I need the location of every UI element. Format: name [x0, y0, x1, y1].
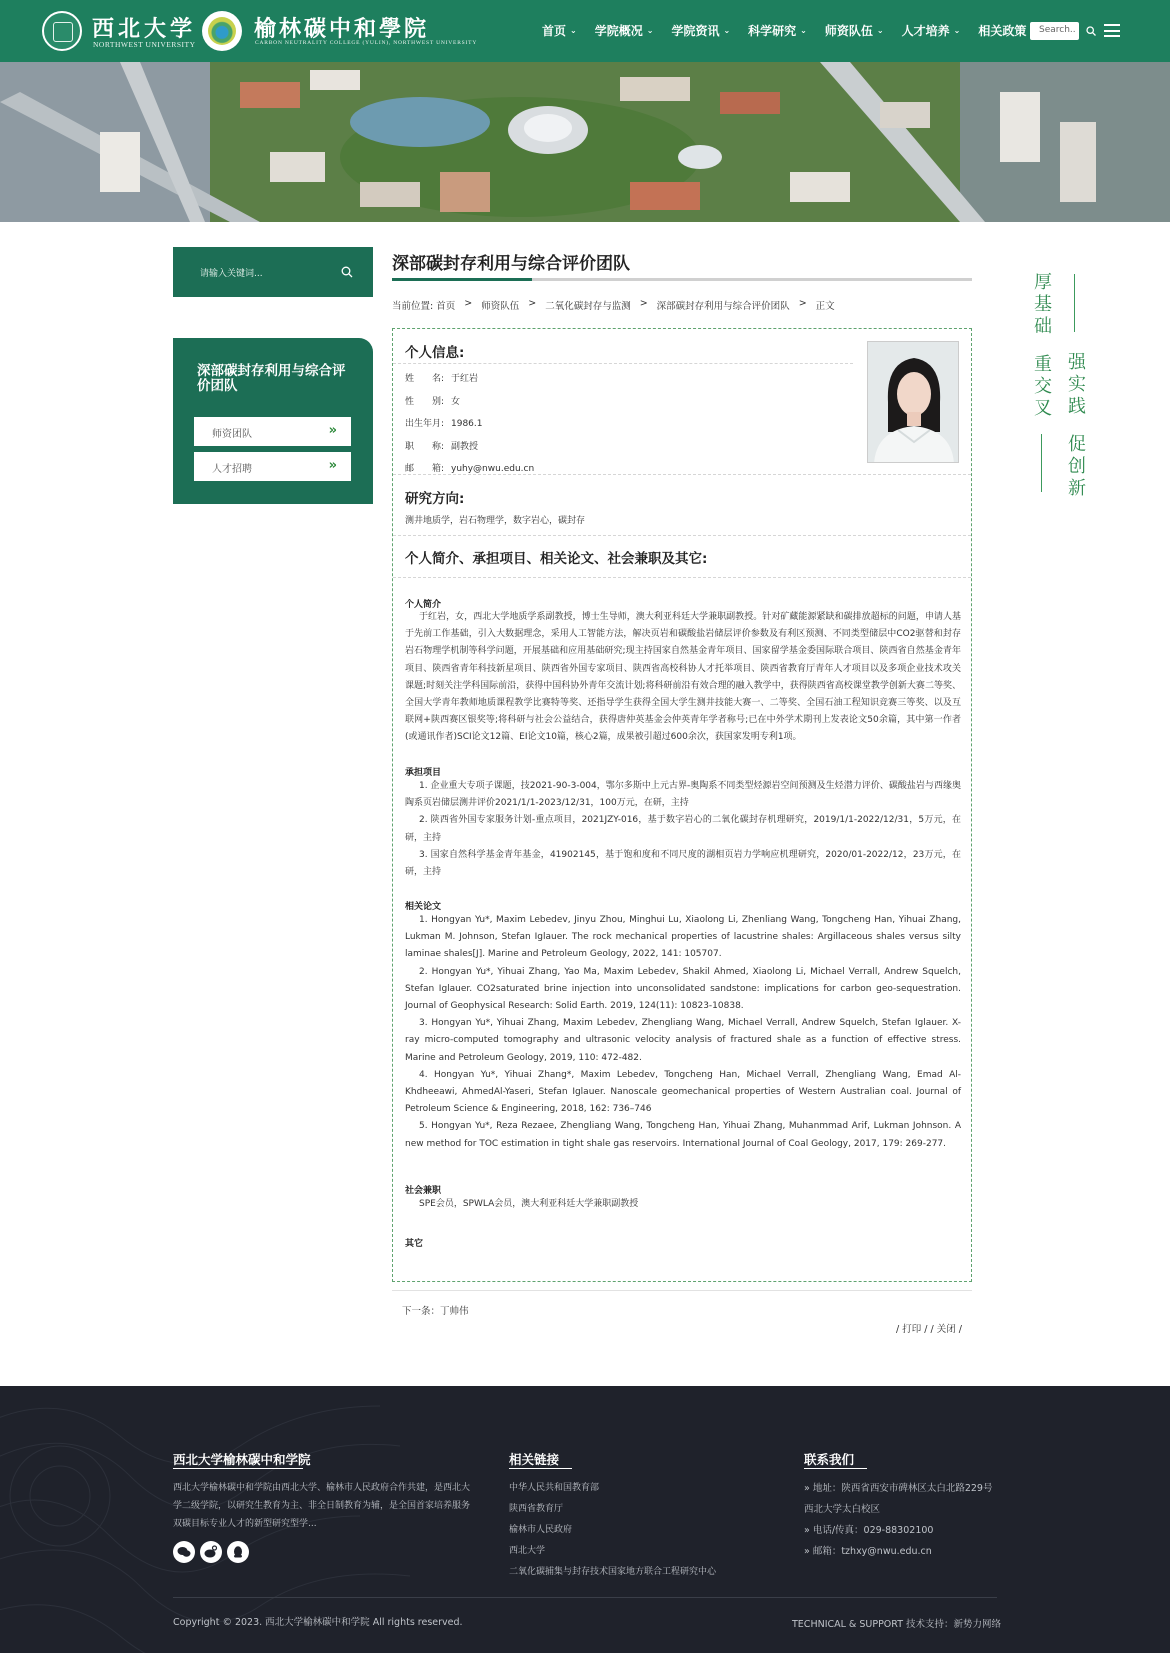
- breadcrumb-team[interactable]: 深部碳封存利用与综合评价团队: [656, 301, 790, 312]
- contact-address: » 地址：陕西省西安市碑林区太白北路229号: [804, 1483, 993, 1494]
- slogan-col-1: 厚基础: [1034, 272, 1052, 337]
- list-item: 2. 陕西省外国专家服务计划-重点项目，2021JZY-016，基于数字岩心的二氧化碳封存机理研究，2019/1/1-2022/12/31，5万元，在研，主持: [405, 815, 961, 843]
- papers-title: 相关论文: [405, 902, 442, 912]
- info-birth: 出生年月: 1986.1: [405, 419, 483, 429]
- college-name[interactable]: 榆林碳中和學院: [254, 16, 430, 42]
- footer-about-text: 西北大学榆林碳中和学院由西北大学、榆林市人民政府合作共建，是西北大学二级学院，以研究生教育为主、非全日制教育为辅，是全国首家培养服务双碳目标专业人才的新型研究型学...: [173, 1483, 471, 1529]
- technical-support[interactable]: TECHNICAL & SUPPORT 技术支持：新势力网络: [792, 1619, 1002, 1630]
- college-name-en: CARBON NEUTRALITY COLLEGE (YULIN), NORTHWEST UNIVERSITY: [255, 40, 478, 46]
- contact-phone: » 电话/传真：029-88302100: [804, 1525, 934, 1536]
- double-chevron-right-icon: »: [328, 458, 337, 473]
- chevron-down-icon: ⌄: [723, 26, 731, 35]
- projects-list: [405, 778, 961, 881]
- contact-campus: 西北大学太白校区: [804, 1504, 881, 1515]
- nav-item-faculty[interactable]: 师资队伍 ⌄: [824, 24, 884, 38]
- sidebar-item-faculty-team[interactable]: 师资团队 »: [194, 417, 351, 446]
- search-icon[interactable]: [341, 266, 353, 278]
- footer-link-yulin-gov[interactable]: 榆林市人民政府: [509, 1525, 573, 1535]
- research-text: 测井地质学，岩石物理学，数字岩心，碳封存: [405, 516, 586, 526]
- profile-photo: [867, 341, 959, 463]
- page-title: 深部碳封存利用与综合评价团队: [392, 254, 630, 274]
- projects-title: 承担项目: [405, 768, 442, 778]
- nav-item-about[interactable]: 学院概况 ⌄: [594, 24, 654, 38]
- footer-link-moe[interactable]: 中华人民共和国教育部: [509, 1483, 600, 1493]
- chevron-down-icon: ⌄: [876, 26, 884, 35]
- nav-item-policy[interactable]: 相关政策: [978, 22, 1037, 39]
- main-nav: [542, 22, 1055, 39]
- list-item: 1. 企业重大专项子课题，技2021-90-3-004，鄂尔多斯中上元古界-奥陶系不同类型烃源岩空间预测及生烃潜力评价、碳酸盐岩与西缘奥陶系页岩储层测井评价2021/1/1-2023/12/31，100万元，在研，主持: [405, 781, 961, 809]
- bio-heading: 个人简介、承担项目、相关论文、社会兼职及其它:: [405, 551, 708, 567]
- chevron-down-icon: ⌄: [570, 26, 577, 35]
- next-article-link[interactable]: 下一条：丁帅伟: [402, 1306, 469, 1317]
- list-item: 1. Hongyan Yu*, Maxim Lebedev, Jinyu Zhou, Minghui Lu, Xiaolong Li, Zhenliang Wang, Tongcheng Han, Yihuai Zhang, Lukman M. Johnson, Stefan Iglauer. The rock mechanical properties of lacustrine shales: Argillaceous shales versus silty laminae shales[J]. Marine and Petroleum Geology, 2022, 141: 105707.: [405, 915, 961, 960]
- breadcrumb-current: 正文: [815, 301, 835, 312]
- info-gender: 性 别: 女: [405, 397, 461, 407]
- info-email: 邮 箱: yuhy@nwu.edu.cn: [405, 464, 535, 474]
- qq-icon[interactable]: [227, 1541, 249, 1563]
- info-title: 职 称: 副教授: [405, 442, 479, 452]
- portrait-illustration: [868, 342, 959, 463]
- chevron-down-icon: ⌄: [646, 26, 654, 35]
- sidebar-item-recruitment[interactable]: 人才招聘 »: [194, 452, 351, 481]
- sidebar-panel: [173, 338, 373, 504]
- slogan-col-3: 强实践: [1068, 352, 1086, 417]
- header-search-input[interactable]: Search..: [1030, 22, 1079, 40]
- hamburger-menu-icon[interactable]: [1104, 24, 1120, 37]
- social-title: 社会兼职: [405, 1186, 442, 1196]
- sidebar-search-input[interactable]: 请输入关键词...: [200, 269, 263, 279]
- university-name-en: NORTHWEST UNIVERSITY: [93, 40, 196, 49]
- chevron-down-icon: ⌄: [953, 26, 961, 35]
- info-name: 姓 名: 于红岩: [405, 374, 479, 384]
- email-link[interactable]: yuhy@nwu.edu.cn: [451, 464, 535, 474]
- nav-item-home[interactable]: 首页 ⌄: [542, 24, 577, 38]
- campus-aerial-illustration: [0, 62, 1170, 222]
- footer-contact-title: 联系我们: [804, 1452, 855, 1467]
- print-button[interactable]: / 打印 /: [896, 1324, 928, 1335]
- weibo-icon[interactable]: [200, 1541, 222, 1563]
- breadcrumb-faculty[interactable]: 师资队伍: [481, 301, 520, 312]
- breadcrumb: 当前位置: 首页 > 师资队伍 > 二氧化碳封存与监测 > 深部碳封存利用与综合评价团队 > 正文: [392, 298, 835, 312]
- site-header: [0, 0, 1170, 62]
- slogan-divider: [1074, 274, 1075, 332]
- list-item: 2. Hongyan Yu*, Yihuai Zhang, Yao Ma, Maxim Lebedev, Shakil Ahmed, Xiaolong Li, Michael Verrall, Andrew Squelch, Stefan Iglauer. CO2saturated brine injection into unconsolidated sandstone: implications for carbon geo-sequestration. Journal of Geophysical Research: Solid Earth. 2019, 124(11): 10823-10838.: [405, 966, 961, 1012]
- footer-links-title: 相关链接: [509, 1452, 560, 1467]
- copyright: Copyright © 2023. 西北大学榆林碳中和学院 All rights reserved.: [173, 1617, 463, 1628]
- print-close-links: [896, 1321, 962, 1335]
- breadcrumb-location[interactable]: 当前位置: 首页: [392, 301, 456, 312]
- sidebar-panel-title: 深部碳封存利用与综合评价团队: [197, 363, 346, 394]
- university-name[interactable]: 西北大学: [92, 16, 197, 42]
- breadcrumb-co2-storage[interactable]: 二氧化碳封存与监测: [545, 301, 631, 312]
- college-logo[interactable]: [202, 11, 242, 51]
- footer-link-shaanxi-edu[interactable]: 陕西省教育厅: [509, 1504, 564, 1514]
- chevron-down-icon: ⌄: [800, 26, 807, 35]
- nav-item-research[interactable]: 科学研究 ⌄: [748, 24, 807, 38]
- footer-contact: [804, 1478, 992, 1562]
- slogan-col-2: 重交叉: [1034, 354, 1052, 419]
- list-item: 5. Hongyan Yu*, Reza Rezaee, Zhengliang Wang, Tongcheng Han, Yihuai Zhang, Muhanmmad Arif, Lukman Johnson. A new method for TOC estimation in tight shale gas reservoirs. International Journal of Coal Geology, 2017, 179: 269-277.: [405, 1121, 961, 1149]
- intro-title: 个人简介: [405, 600, 442, 610]
- other-title: 其它: [405, 1239, 424, 1249]
- list-item: 3. Hongyan Yu*, Yihuai Zhang, Maxim Lebedev, Zhengliang Wang, Michael Verrall, Andrew Squelch, Stefan Iglauer. X-ray micro-computed tomography and ultrasonic velocity analysis of fractured shale as a function of effective stress. Marine and Petroleum Geology, 2019, 110: 472-482.: [405, 1018, 961, 1063]
- nav-item-education[interactable]: 人才培养 ⌄: [901, 24, 961, 38]
- slogan-col-4: 促创新: [1068, 434, 1086, 499]
- campus-banner-image: [0, 62, 1170, 222]
- research-heading: 研究方向:: [405, 491, 465, 507]
- intro-text: 于红岩，女，西北大学地质学系副教授，博士生导师，澳大利亚科廷大学兼职副教授。针对矿藏能源紧缺和碳排放超标的问题，申请人基于先前工作基础，引入大数据理念，采用人工智能方法，解决页岩和碳酸盐岩储层评价参数及有利区预测、不同类型储层中CO2驱替和封存岩石物理学机制等科学问题，开展基础和应用基础研究;现主持国家自然基金青年项目、国家留学基金委国际联合项目、陕西省自然基金青年项目、陕西省青年科技新星项目、陕西省外国专家项目、陕西省高校科协人才托举项目、陕西省教育厅青年人才项目以及多项企业技术攻关课题;时刻关注学科国际前沿，获得中国科协外青年交流计划;将科研前沿有效合理的融入教学中，获得陕西省高校课堂教学创新大赛二等奖、全国大学青年教师地质课程教学比赛特等奖、还指导学生获得全国大学生测井技能大赛一、二等奖、全国石油工程知识竞赛三等奖、以及互联网+陕西赛区银奖等;将科研与社会公益结合，获得唐仲英基金会仲英青年学者称号;已在中外学术期刊上发表论文50余篇，其中第一作者(或通讯作者)SCI论文12篇、EI论文10篇，核心2篇，成果被引超过600余次，获国家发明专利1项。: [405, 612, 961, 743]
- papers-list: [405, 912, 961, 1153]
- university-seal-logo[interactable]: [42, 11, 82, 51]
- footer-link-ccs-center[interactable]: 二氧化碳捕集与封存技术国家地方联合工程研究中心: [509, 1567, 717, 1577]
- search-icon[interactable]: [1086, 26, 1096, 36]
- sidebar-search: [173, 247, 373, 297]
- profile-content: [392, 328, 972, 1282]
- double-chevron-right-icon: »: [328, 423, 337, 438]
- footer-links: [509, 1478, 716, 1583]
- title-underline: [392, 278, 972, 281]
- personal-info-heading: 个人信息:: [405, 345, 465, 361]
- social-text: SPE会员，SPWLA会员，澳大利亚科廷大学兼职副教授: [419, 1199, 639, 1209]
- slogan-divider: [1041, 434, 1042, 492]
- nav-item-news[interactable]: 学院资讯 ⌄: [671, 24, 731, 38]
- list-item: 4. Hongyan Yu*, Yihuai Zhang*, Maxim Lebedev, Tongcheng Han, Michael Verrall, Zhengliang Wang, Emad Al-Khdheeawi, AhmedAl-Yaseri, Stefan Iglauer. Nanoscale geomechanical properties of Western Australian coal. Journal of Petroleum Science & Engineering, 2018, 162: 736–746: [405, 1069, 961, 1115]
- list-item: 3. 国家自然科学基金青年基金，41902145，基于饱和度和不同尺度的湖相页岩力学响应机理研究，2020/01-2022/12，23万元，在研，主持: [405, 849, 961, 878]
- close-button[interactable]: / 关闭 /: [930, 1324, 962, 1335]
- footer-about-title: 西北大学榆林碳中和学院: [173, 1452, 311, 1467]
- footer-link-nwu[interactable]: 西北大学: [509, 1546, 546, 1556]
- contact-email[interactable]: » 邮箱：tzhxy@nwu.edu.cn: [804, 1546, 932, 1557]
- footer-divider: [173, 1597, 997, 1598]
- wechat-icon[interactable]: [173, 1541, 195, 1563]
